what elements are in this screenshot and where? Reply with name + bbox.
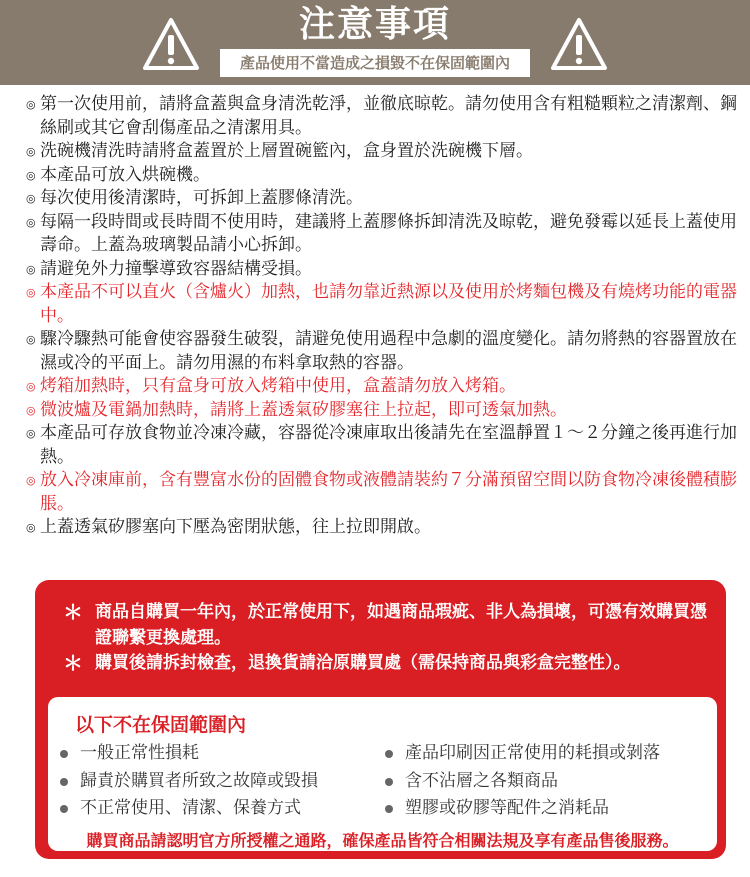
bullet-dot-icon bbox=[385, 750, 393, 758]
note-item bbox=[26, 211, 738, 258]
note-text: 第一次使用前，請將盒蓋與盒身清洗乾淨，並徹底晾乾。請勿使用含有粗糙顆粒之清潔劑、鋼絲刷或其它會刮傷產品之清潔用具。 bbox=[40, 94, 737, 138]
exclusions-list-left bbox=[60, 740, 318, 823]
warranty-text: 購買後請拆封檢查，退換貨請洽原購買處（需保持商品與彩盒完整性）。 bbox=[95, 653, 631, 673]
exclusion-item bbox=[60, 768, 318, 796]
warranty-text: 商品自購買一年內，於正常使用下，如遇商品瑕疵、非人為損壞，可憑有效購買憑證聯繫更換處理。 bbox=[95, 602, 707, 648]
double-circle-bullet-icon: ◎ bbox=[26, 380, 36, 393]
bullet-dot-icon bbox=[385, 805, 393, 813]
note-item-warning bbox=[26, 469, 738, 516]
note-text: 本產品可放入烘碗機。 bbox=[40, 164, 210, 185]
note-item bbox=[26, 93, 738, 140]
double-circle-bullet-icon: ◎ bbox=[26, 286, 36, 299]
exclusion-text: 塑膠或矽膠等配件之消耗品 bbox=[405, 798, 609, 818]
note-text: 每隔一段時間或長時間不使用時，建議將上蓋膠條拆卸清洗及晾乾，避免發霉以延長上蓋使用壽命。上蓋為玻璃製品請小心拆卸。 bbox=[40, 211, 737, 255]
note-item-warning bbox=[26, 281, 738, 328]
note-text: 放入冷凍庫前，含有豐富水份的固體食物或液體請裝約７分滿預留空間以防食物冷凍後體積膨脹。 bbox=[40, 470, 737, 514]
note-item-warning bbox=[26, 375, 738, 399]
double-circle-bullet-icon: ◎ bbox=[26, 145, 36, 158]
exclusion-text: 產品印刷因正常使用的耗損或剝落 bbox=[405, 743, 660, 763]
usage-notes-list bbox=[26, 93, 738, 540]
double-circle-bullet-icon: ◎ bbox=[26, 215, 36, 229]
asterisk-icon: ＊ bbox=[63, 651, 83, 675]
exclusion-item bbox=[385, 740, 660, 768]
warranty-line bbox=[63, 651, 713, 677]
double-circle-bullet-icon: ◎ bbox=[26, 474, 36, 487]
exclusion-item bbox=[385, 768, 660, 796]
note-item bbox=[26, 164, 738, 188]
exclusion-text: 歸責於購買者所致之故障或毀損 bbox=[80, 770, 318, 791]
bullet-dot-icon bbox=[60, 805, 68, 813]
double-circle-bullet-icon: ◎ bbox=[26, 333, 36, 346]
note-item bbox=[26, 258, 738, 282]
note-text: 洗碗機清洗時請將盒蓋置於上層置碗籃內，盒身置於洗碗機下層。 bbox=[40, 141, 533, 161]
note-text: 驟冷驟熱可能會使容器發生破裂，請避免使用過程中急劇的溫度變化。請勿將熱的容器置放在濕或冷的平面上。請勿用濕的布料拿取熱的容器。 bbox=[40, 329, 737, 373]
exclusion-text: 一般正常性損耗 bbox=[80, 743, 199, 763]
exclusion-item bbox=[60, 740, 318, 768]
bullet-dot-icon bbox=[60, 750, 68, 758]
authorized-channel-notice: 購買商品請認明官方所授權之通路，確保產品皆符合相關法規及享有產品售後服務。 bbox=[86, 831, 679, 850]
note-text: 烤箱加熱時，只有盒身可放入烤箱中使用，盒蓋請勿放入烤箱。 bbox=[40, 376, 516, 396]
exclusion-item bbox=[60, 795, 318, 823]
page-title: 注意事項 bbox=[298, 4, 451, 45]
double-circle-bullet-icon: ◎ bbox=[26, 98, 36, 111]
warranty-terms bbox=[63, 600, 713, 677]
header-banner bbox=[0, 0, 750, 85]
double-circle-bullet-icon: ◎ bbox=[26, 403, 36, 417]
page-subtitle: 產品使用不當造成之損毀不在保固範圍內 bbox=[220, 49, 530, 77]
exclusion-text: 含不沾層之各類商品 bbox=[405, 770, 558, 791]
asterisk-icon: ＊ bbox=[63, 600, 83, 624]
note-item bbox=[26, 140, 738, 164]
note-item bbox=[26, 328, 738, 375]
exclusion-text: 不正常使用、清潔、保養方式 bbox=[80, 798, 301, 818]
note-text: 微波爐及電鍋加熱時，請將上蓋透氣矽膠塞往上拉起，即可透氣加熱。 bbox=[40, 399, 567, 420]
note-item bbox=[26, 187, 738, 211]
exclusions-list-right bbox=[385, 740, 660, 823]
double-circle-bullet-icon: ◎ bbox=[26, 262, 36, 276]
double-circle-bullet-icon: ◎ bbox=[26, 521, 36, 534]
note-text: 每次使用後清潔時，可拆卸上蓋膠條清洗。 bbox=[40, 188, 363, 208]
note-text: 請避免外力撞擊導致容器結構受損。 bbox=[40, 258, 312, 279]
double-circle-bullet-icon: ◎ bbox=[26, 427, 36, 440]
exclusion-item bbox=[385, 795, 660, 823]
note-text: 本產品可存放食物並冷凍冷藏，容器從冷凍庫取出後請先在室溫靜置１～２分鐘之後再進行加熱。 bbox=[40, 423, 737, 467]
warranty-line bbox=[63, 600, 713, 651]
bullet-dot-icon bbox=[60, 778, 68, 786]
bullet-dot-icon bbox=[385, 778, 393, 786]
double-circle-bullet-icon: ◎ bbox=[26, 192, 36, 205]
note-item bbox=[26, 516, 738, 540]
note-text: 上蓋透氣矽膠塞向下壓為密閉狀態，往上拉即開啟。 bbox=[40, 517, 431, 537]
exclusions-title: 以下不在保固範圍內 bbox=[75, 714, 247, 736]
double-circle-bullet-icon: ◎ bbox=[26, 168, 36, 182]
note-item bbox=[26, 422, 738, 469]
note-item-warning bbox=[26, 399, 738, 423]
note-text: 本產品不可以直火（含爐火）加熱，也請勿靠近熱源以及使用於烤麵包機及有燒烤功能的電器中。 bbox=[40, 282, 737, 326]
warning-triangle-icon bbox=[550, 17, 608, 71]
